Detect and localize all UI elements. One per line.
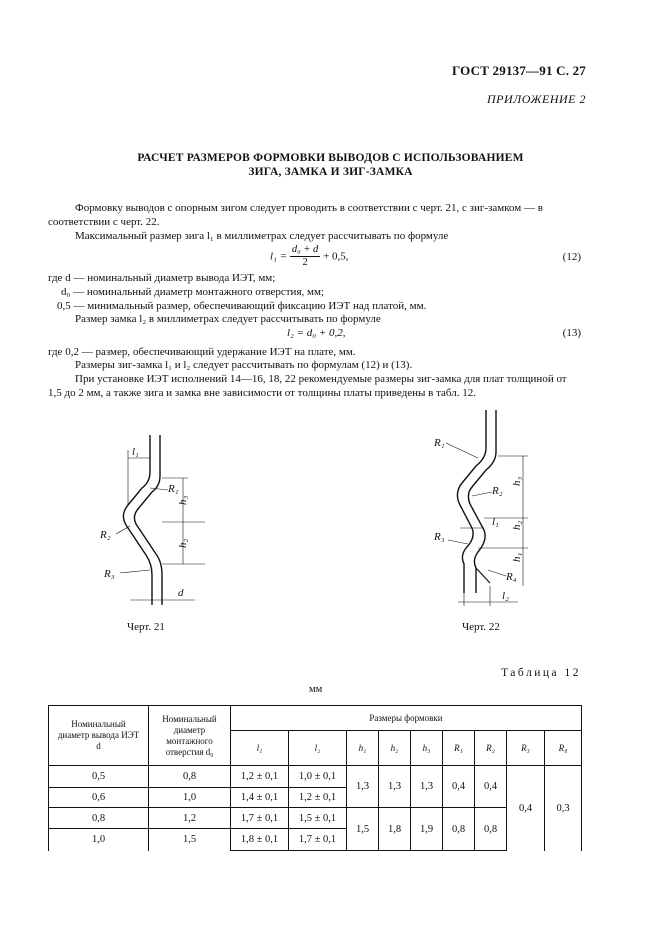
cell-h3: 1,9 <box>411 808 443 851</box>
formula-12 <box>270 244 349 269</box>
formula-12-denominator: 2 <box>302 257 308 268</box>
cell-d0: 0,8 <box>149 766 231 788</box>
cell-d0: 1,5 <box>149 829 231 851</box>
cell-d: 0,8 <box>49 808 149 829</box>
header-diameter-lead: Номинальный диаметр вывода ИЭТ d <box>49 706 149 766</box>
formula-12-number: (12) <box>562 251 581 263</box>
cell-h3: 1,3 <box>411 766 443 808</box>
header-l1: l₁ <box>231 731 289 766</box>
header-diameter-hole: Номинальный диаметр монтажного отверстия d₀ <box>149 706 231 766</box>
header-h2: h₂ <box>379 731 411 766</box>
page-header: ГОСТ 29137—91 С. 27 <box>452 63 586 78</box>
cell-h2: 1,8 <box>379 808 411 851</box>
cell-d: 1,0 <box>49 829 149 851</box>
appendix-label: ПРИЛОЖЕНИЕ 2 <box>487 92 586 106</box>
fig22-label-r2: R₂ <box>492 485 503 497</box>
where-2: где 0,2 — размер, обеспечивающий удержание ИЭТ на плате, мм. <box>48 346 356 358</box>
fig22-label-h1: h₁ <box>511 552 523 562</box>
fig22-label-r4: R₄ <box>506 571 517 583</box>
cell-l1: 1,8 ± 0,1 <box>231 829 289 851</box>
cell-d: 0,6 <box>49 788 149 808</box>
cell-r1: 0,4 <box>443 766 475 808</box>
cell-r2: 0,4 <box>475 766 507 808</box>
cell-h1: 1,5 <box>347 808 379 851</box>
cell-r1: 0,8 <box>443 808 475 851</box>
fig22-label-h3: h₃ <box>511 476 523 486</box>
cell-l2: 1,7 ± 0,1 <box>289 829 347 851</box>
formula-12-fraction <box>290 244 321 269</box>
cell-r3: 0,4 <box>507 766 545 851</box>
cell-d: 0,5 <box>49 766 149 788</box>
header-l2: l₂ <box>289 731 347 766</box>
formula-12-numerator: d₀ + d <box>291 244 319 255</box>
header-h1: h₁ <box>347 731 379 766</box>
fig21-label-l1: l₁ <box>132 446 139 458</box>
figure-21-caption: Черт. 21 <box>127 621 165 633</box>
table-row <box>49 766 582 788</box>
paragraph-5-line2: 1,5 до 2 мм, а также зига и замка вне зависимости от толщины платы приведены в табл. 12. <box>48 387 476 399</box>
fig22-label-l2: l₂ <box>502 590 509 602</box>
fig22-label-h2: h₂ <box>511 520 523 530</box>
header-forming-sizes: Размеры формовки <box>231 706 582 731</box>
table-12 <box>48 705 582 851</box>
header-h3: h₃ <box>411 731 443 766</box>
formula-13: l₂ = d₀ + 0,2, <box>287 327 346 339</box>
where-1c: 0,5 — минимальный размер, обеспечивающий фиксацию ИЭТ над платой, мм. <box>57 300 427 312</box>
where-1a: где d — номинальный диаметр вывода ИЭТ, мм; <box>48 272 276 284</box>
table-row <box>49 808 582 829</box>
header-r4: R₄ <box>545 731 582 766</box>
fig22-label-r3: R₃ <box>434 531 445 543</box>
fig21-label-d: d <box>178 587 184 599</box>
paragraph-5-line1: При установке ИЭТ исполнений 14—16, 18, 22 рекомендуемые размеры зиг-замка для плат толщиной от <box>75 373 567 385</box>
formula-12-rest: + 0,5, <box>323 250 349 263</box>
header-r1: R₁ <box>443 731 475 766</box>
paragraph-3: Размер замка l₂ в миллиметрах следует рассчитывать по формуле <box>75 313 381 325</box>
fig21-label-h2: h₂ <box>177 538 189 548</box>
cell-l1: 1,4 ± 0,1 <box>231 788 289 808</box>
cell-l1: 1,2 ± 0,1 <box>231 766 289 788</box>
where-1b: d₀ — номинальный диаметр монтажного отверстия, мм; <box>61 286 324 298</box>
fig21-label-r3: R₃ <box>104 568 115 580</box>
figure-22-drawing <box>428 408 538 613</box>
fig21-label-h3: h₃ <box>177 495 189 505</box>
cell-r4: 0,3 <box>545 766 582 851</box>
cell-d0: 1,0 <box>149 788 231 808</box>
fig21-label-r1: R₁ <box>168 483 179 495</box>
header-r3: R₃ <box>507 731 545 766</box>
paragraph-4: Размеры зиг-замка l₁ и l₂ следует рассчитывать по формулам (12) и (13). <box>75 359 413 371</box>
table-title: Таблица 12 <box>501 667 581 679</box>
fig22-label-r1: R₁ <box>434 437 445 449</box>
cell-l1: 1,7 ± 0,1 <box>231 808 289 829</box>
cell-l2: 1,2 ± 0,1 <box>289 788 347 808</box>
table-unit: мм <box>309 684 323 695</box>
cell-l2: 1,0 ± 0,1 <box>289 766 347 788</box>
paragraph-2: Максимальный размер зига l₁ в миллиметрах следует рассчитывать по формуле <box>75 230 449 242</box>
fig22-label-l1: l₁ <box>492 516 499 528</box>
paragraph-1-line1: Формовку выводов с опорным зигом следует проводить в соответствии с черт. 21, с зиг-замком — в <box>75 202 543 214</box>
paragraph-1-line2: соответствии с черт. 22. <box>48 216 160 228</box>
fig21-label-r2: R₂ <box>100 529 111 541</box>
formula-12-lhs: l₁ = <box>270 250 288 263</box>
section-title-line1: РАСЧЕТ РАЗМЕРОВ ФОРМОВКИ ВЫВОДОВ С ИСПОЛЬЗОВАНИЕМ <box>137 152 524 164</box>
cell-h1: 1,3 <box>347 766 379 808</box>
cell-r2: 0,8 <box>475 808 507 851</box>
cell-h2: 1,3 <box>379 766 411 808</box>
figure-22-caption: Черт. 22 <box>462 621 500 633</box>
figure-21-drawing <box>90 430 210 620</box>
header-r2: R₂ <box>475 731 507 766</box>
section-title-line2: ЗИГА, ЗАМКА И ЗИГ-ЗАМКА <box>248 166 413 178</box>
formula-13-number: (13) <box>562 327 581 339</box>
cell-d0: 1,2 <box>149 808 231 829</box>
cell-l2: 1,5 ± 0,1 <box>289 808 347 829</box>
